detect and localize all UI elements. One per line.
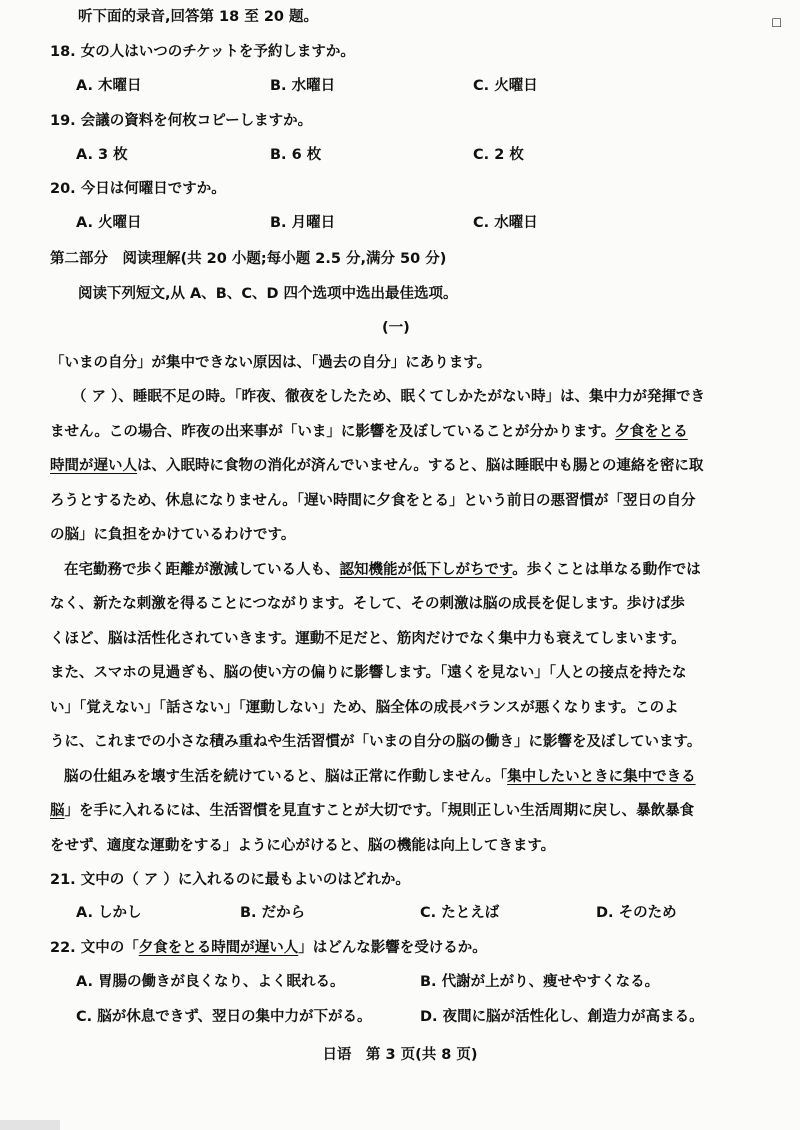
passage-p3-line6: うに、これまでの小さな積み重ねや生活習慣が「いまの自分の脳の働き」に影響を及ぼしています。 [50,734,702,750]
passage-number: (一) [382,320,410,336]
q20-option-a: A. 火曜日 [76,215,142,231]
q22-option-a: A. 胃腸の働きが良くなり、よく眠れる。 [76,974,345,990]
passage-p4-line1: 脳の仕組みを壊す生活を続けていると、脳は正常に作動しません。「集中したいときに集中できる [64,769,696,785]
underlined-phrase-2: 認知機能が低下しがちです [339,562,513,578]
passage-p2-line1: （ ア ）、睡眠不足の時。「昨夜、徹夜をしたため、眠くてしかたがない時」は、集中力が発揮でき [72,389,706,405]
passage-p1: 「いまの自分」が集中できない原因は、「過去の自分」にあります。 [50,355,492,371]
q22-option-d: D. 夜間に脳が活性化し、創造力が高まる。 [420,1009,704,1025]
q20-option-b: B. 月曜日 [270,215,336,231]
q18-option-c: C. 火曜日 [473,78,538,94]
passage-p3-line5: い」「覚えない」「話さない」「運動しない」ため、脳全体の成長バランスが悪くなります。このよ [50,700,679,716]
q20-option-c: C. 水曜日 [473,215,538,231]
q21-option-a: A. しかし [76,905,142,921]
scan-artifact [0,1120,60,1130]
passage-p3-line1: 在宅勤務で歩く距離が激減している人も、認知機能が低下しがちです。歩くことは単なる動作では [64,562,701,578]
passage-p2-line2: ません。この場合、昨夜の出来事が「いま」に影響を及ぼしていることが分かります。夕食をとる [50,424,688,440]
underlined-phrase-3a: 集中したいときに集中できる [507,769,696,785]
q19-option-c: C. 2 枚 [473,147,524,163]
question-18: 18. 女の人はいつのチケットを予約しますか。 [50,44,355,60]
passage-p4-line2: 脳」を手に入れるには、生活習慣を見直すことが大切です。「規則正しい生活周期に戻し、暴飲暴食 [50,803,695,819]
q19-option-b: B. 6 枚 [270,147,322,163]
passage-p2-line4: ろうとするため、休息になりません。「遅い時間に夕食をとる」という前日の悪習慣が「翌日の自分 [50,493,696,509]
page-footer: 日语 第 3 页(共 8 页) [322,1047,478,1063]
passage-p3-line3: くほど、脳は活性化されていきます。運動不足だと、筋肉だけでなく集中力も衰えてしまいます。 [50,631,686,647]
underlined-phrase-1b: 時間が遅い人 [50,458,137,474]
q21-option-d: D. そのため [596,905,677,921]
question-22: 22. 文中の「夕食をとる時間が遅い人」はどんな影響を受けるか。 [50,940,487,956]
q22-option-b: B. 代謝が上がり、痩せやすくなる。 [420,974,660,990]
q18-option-a: A. 木曜日 [76,78,142,94]
question-19: 19. 会議の資料を何枚コピーしますか。 [50,113,313,129]
question-20: 20. 今日は何曜日ですか。 [50,181,226,197]
q22-option-c: C. 脳が休息できず、翌日の集中力が下がる。 [76,1009,372,1025]
q21-option-c: C. たとえば [420,905,500,921]
passage-p3-line2: なく、新たな刺激を得ることにつながります。そして、その刺激は脳の成長を促します。歩けば歩 [50,596,685,612]
q18-option-b: B. 水曜日 [270,78,336,94]
q19-option-a: A. 3 枚 [76,147,128,163]
question-21: 21. 文中の（ ア ）に入れるのに最もよいのはどれか。 [50,872,410,888]
passage-p4-line3: をせず、適度な運動をする」ように心がけると、脳の機能は向上してきます。 [50,838,556,854]
passage-p3-line4: また、スマホの見過ぎも、脳の使い方の偏りに影響します。「遠くを見ない」「人との接点を持たな [50,665,687,681]
q21-option-b: B. だから [240,905,306,921]
section-2-instruction: 阅读下列短文,从 A、B、C、D 四个选项中选出最佳选项。 [78,286,458,302]
corner-mark: ☐ [771,16,782,30]
underlined-phrase-3b: 脳 [50,803,65,819]
q22-underlined-phrase: 夕食をとる時間が遅い人 [138,940,299,956]
underlined-phrase-1a: 夕食をとる [615,424,688,440]
passage-p2-line5: の脳」に負担をかけているわけです。 [50,527,296,543]
passage-p2-line3: 時間が遅い人は、入眠時に食物の消化が済んでいません。すると、脳は睡眠中も腸との連絡を密に取 [50,458,704,474]
listening-instruction: 听下面的录音,回答第 18 至 20 题。 [78,9,319,25]
section-2-heading: 第二部分 阅读理解(共 20 小题;每小题 2.5 分,满分 50 分) [50,251,447,267]
